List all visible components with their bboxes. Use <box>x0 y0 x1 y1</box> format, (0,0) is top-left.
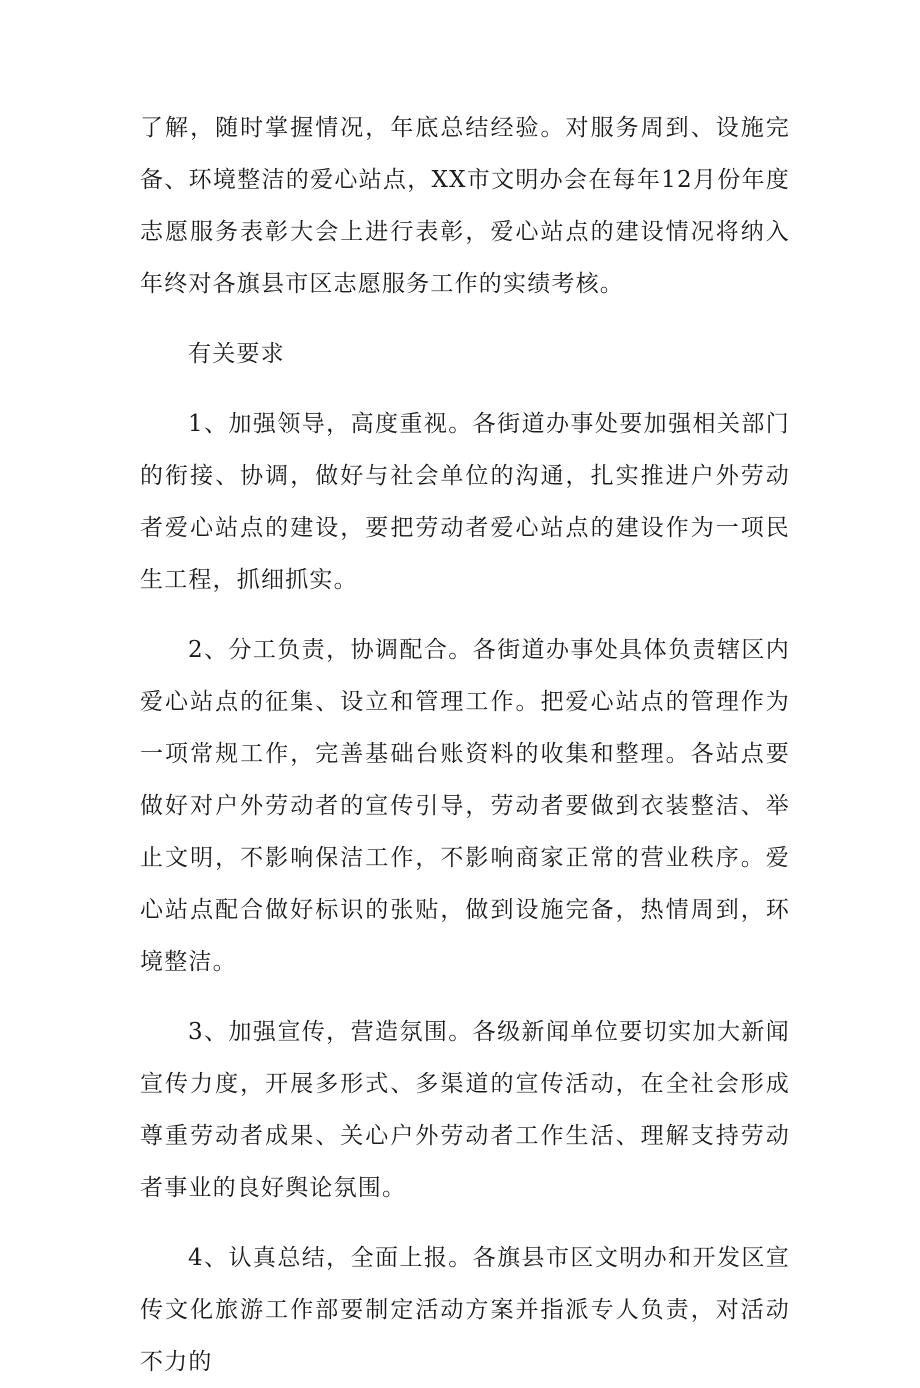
paragraph-item-3: 3、加强宣传，营造氛围。各级新闻单位要切实加大新闻宣传力度，开展多形式、多渠道的宣传活动，在全社会形成尊重劳动者成果、关心户外劳动者工作生活、理解支持劳动者事业的良好舆论氛围。 <box>140 1019 790 1201</box>
paragraph-item-4: 4、认真总结，全面上报。各旗县市区文明办和开发区宣传文化旅游工作部要制定活动方案并指派专人负责，对活动不力的 <box>140 1245 790 1375</box>
paragraph-item-2: 2、分工负责，协调配合。各街道办事处具体负责辖区内爱心站点的征集、设立和管理工作。把爱心站点的管理作为一项常规工作，完善基础台账资料的收集和整理。各站点要做好对户外劳动者的宣传引导，劳动者要做到衣装整洁、举止文明，不影响保洁工作，不影响商家正常的营业秩序。爱心站点配合做好标识的张贴，做到设施完备，热情周到，环境整洁。 <box>140 637 790 975</box>
document-page <box>140 102 790 1388</box>
paragraph-continuation: 了解，随时掌握情况，年底总结经验。对服务周到、设施完备、环境整洁的爱心站点，XX市文明办会在每年12月份年度志愿服务表彰大会上进行表彰，爱心站点的建设情况将纳入年终对各旗县市区志愿服务工作的实绩考核。 <box>140 115 790 297</box>
paragraph-item-1: 1、加强领导，高度重视。各街道办事处要加强相关部门的衔接、协调，做好与社会单位的沟通，扎实推进户外劳动者爱心站点的建设，要把劳动者爱心站点的建设作为一项民生工程，抓细抓实。 <box>140 411 790 593</box>
section-heading-requirements: 有关要求 <box>188 341 285 367</box>
